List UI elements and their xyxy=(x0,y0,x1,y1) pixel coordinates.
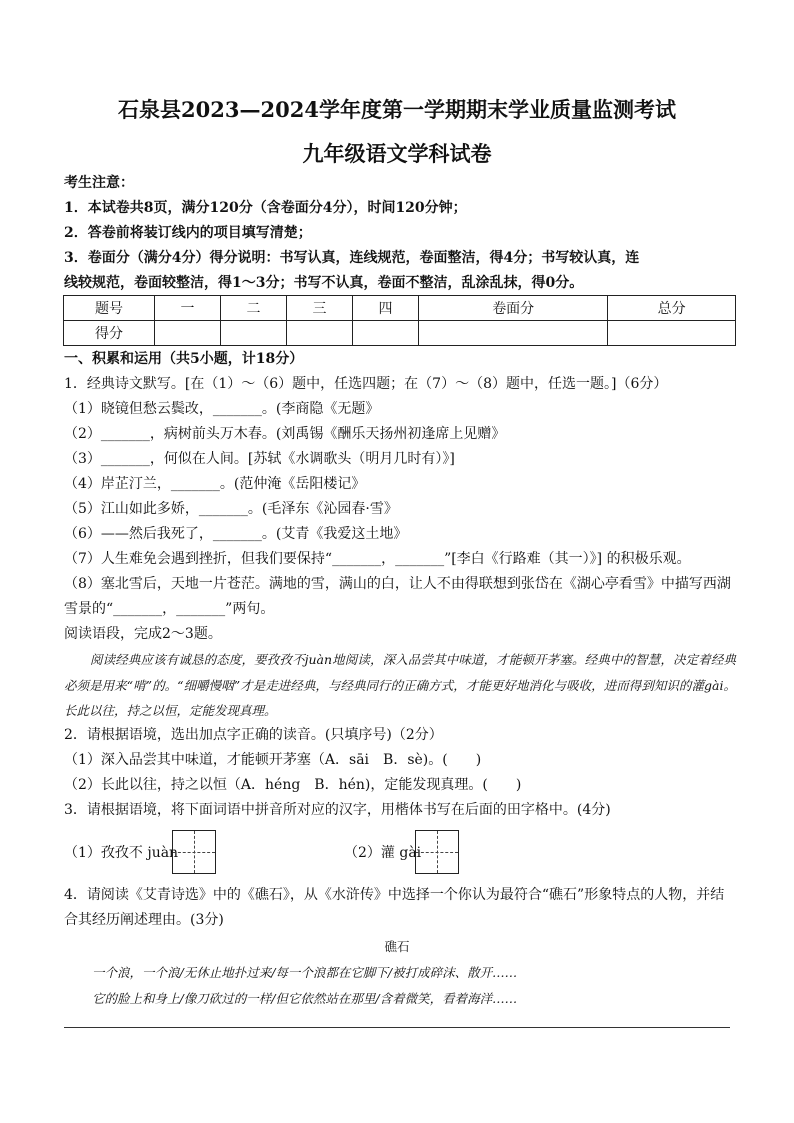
poem-title-text: 礁石 xyxy=(384,939,410,954)
score-cell: 四 xyxy=(353,296,419,321)
exam-title: 石泉县2023—2024学年度第一学期期末学业质量监测考试 xyxy=(118,97,676,122)
q3-item-1: （1）孜孜不 juàn xyxy=(64,845,179,861)
q2-item-2: （2）长此以往，持之以恒（A．héng B．hén)，定能发现真理。( ) xyxy=(64,777,522,793)
score-table-header-row xyxy=(64,296,736,321)
score-input-cell[interactable] xyxy=(608,321,736,346)
q1-item-7: （7）人生难免会遇到挫折，但我们要保持“_______，_______”[李白《行路难（其一）》] 的积极乐观。 xyxy=(64,551,691,567)
score-cell: 题号 xyxy=(64,296,155,321)
poem-line-2: 它的脸上和身上/像刀砍过的一样/但它依然站在那里/含着微笑，看着海洋…… xyxy=(92,991,518,1006)
q1-item-8-cont: 雪景的“_______，_______”两句。 xyxy=(64,601,275,617)
notice-item-3-line-2: 线较规范，卷面较整洁，得1～3分；书写不认真，卷面不整洁，乱涂乱抹，得0分。 xyxy=(64,275,584,291)
answer-line[interactable] xyxy=(64,1027,730,1028)
score-input-cell[interactable] xyxy=(287,321,353,346)
q2-item-1: （1）深入品尝其中味道，才能顿开茅塞（A．sāi B．sè)。( ) xyxy=(64,752,482,768)
score-table-score-row xyxy=(64,321,736,346)
q4-line-2: 合其经历阐述理由。(3分) xyxy=(64,912,224,928)
poem-title xyxy=(0,937,794,955)
notice-item-1: 1．本试卷共8页，满分120分（含卷面分4分），时间120分钟； xyxy=(64,200,467,216)
q1-item-5: （5）江山如此多娇，_______。(毛泽东《沁园春·雪》 xyxy=(64,501,398,517)
q1-item-4: （4）岸芷汀兰，_______。(范仲淹《岳阳楼记》 xyxy=(64,476,366,492)
notice-item-2: 2．答卷前将装订线内的项目填写清楚； xyxy=(64,225,312,241)
score-cell: 卷面分 xyxy=(419,296,608,321)
reading-passage: 阅读经典应该有诚恳的态度，要孜孜不juàn地阅读，深入品尝其中味道，才能顿开茅塞。经典中的智慧，决定着经典必须是用来“啃”的。“细嚼慢咽”才是走进经典，与经典同行的正确方式，才能更好地消化与吸收，进而得到知识的灌gài。长此以往，持之以恒，定能发现真理。 xyxy=(64,652,736,718)
tianzi-grid-2[interactable] xyxy=(415,830,459,874)
q1-item-6: （6）——然后我死了，_______。(艾青《我爱这土地》 xyxy=(64,526,408,542)
q1-item-2: （2）_______，病树前头万木春。(刘禹锡《酬乐天扬州初逢席上见赠》 xyxy=(64,426,506,442)
notice-heading: 考生注意： xyxy=(64,175,134,191)
q1-item-8: （8）塞北雪后，天地一片苍茫。满地的雪，满山的白，让人不由得联想到张岱在《湖心亭看雪》中描写西湖 xyxy=(64,576,731,592)
reading-intro: 阅读语段，完成2～3题。 xyxy=(64,626,222,642)
q4-line-1: 4．请阅读《艾青诗选》中的《礁石》，从《水浒传》中选择一个你认为最符合“礁石”形象特点的人物，并结 xyxy=(64,887,725,903)
score-cell: 二 xyxy=(221,296,287,321)
q1-intro: 1．经典诗文默写。[在（1）～（6）题中，任选四题；在（7）～（8）题中，任选一题。]（6分） xyxy=(64,376,668,392)
tianzi-grid-1[interactable] xyxy=(172,830,216,874)
poem-line-1: 一个浪，一个浪/无休止地扑过来/每一个浪都在它脚下/被打成碎沫、散开…… xyxy=(92,965,518,980)
score-input-cell[interactable] xyxy=(419,321,608,346)
score-cell: 一 xyxy=(155,296,221,321)
score-cell: 三 xyxy=(287,296,353,321)
score-table xyxy=(63,295,736,346)
exam-subtitle: 九年级语文学科试卷 xyxy=(302,141,492,166)
notice-item-3-line-1: 3．卷面分（满分4分）得分说明：书写认真，连线规范，卷面整洁，得4分；书写较认真，连 xyxy=(64,250,640,266)
score-input-cell[interactable] xyxy=(155,321,221,346)
score-input-cell[interactable] xyxy=(353,321,419,346)
score-cell: 得分 xyxy=(64,321,155,346)
q2-intro: 2．请根据语境，选出加点字正确的读音。(只填序号)（2分） xyxy=(64,727,443,743)
score-cell: 总分 xyxy=(608,296,736,321)
q3-item-2: （2）灌 gài xyxy=(344,845,422,861)
score-input-cell[interactable] xyxy=(221,321,287,346)
q1-item-3: （3）_______，何似在人间。[苏轼《水调歌头（明月几时有）》] xyxy=(64,451,455,467)
q3-intro: 3．请根据语境，将下面词语中拼音所对应的汉字，用楷体书写在后面的田字格中。(4分) xyxy=(64,802,611,818)
q1-item-1: （1）晓镜但愁云鬓改，_______。(李商隐《无题》 xyxy=(64,401,380,417)
section-1-heading: 一、积累和运用（共5小题，计18分） xyxy=(64,351,304,367)
